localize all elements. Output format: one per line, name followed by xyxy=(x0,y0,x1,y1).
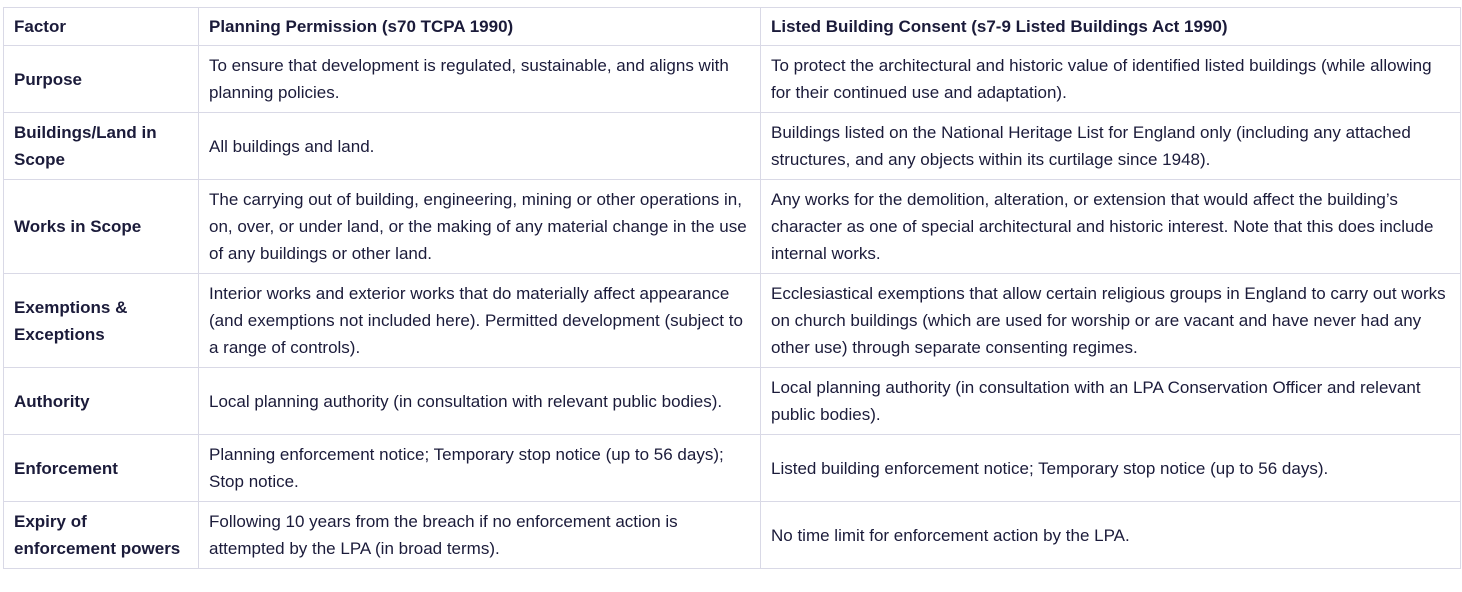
planning-permission-cell: Following 10 years from the breach if no enforcement action is attempted by the LPA (in broad terms). xyxy=(199,502,761,569)
listed-building-consent-cell: Any works for the demolition, alteration, or extension that would affect the building’s character as one of special architectural and historic interest. Note that this does include internal works. xyxy=(761,180,1461,274)
planning-permission-cell: Planning enforcement notice; Temporary stop notice (up to 56 days); Stop notice. xyxy=(199,435,761,502)
planning-permission-cell: Local planning authority (in consultation with relevant public bodies). xyxy=(199,368,761,435)
comparison-table-container xyxy=(3,7,1460,569)
row-factor-cell: Enforcement xyxy=(4,435,199,502)
header-planning-permission: Planning Permission (s70 TCPA 1990) xyxy=(199,8,761,46)
row-factor-cell: Buildings/Land in Scope xyxy=(4,113,199,180)
table-row xyxy=(4,180,1461,274)
table-row xyxy=(4,502,1461,569)
comparison-table xyxy=(3,7,1461,569)
planning-permission-cell: The carrying out of building, engineering, mining or other operations in, on, over, or under land, or the making of any material change in the use of any buildings or other land. xyxy=(199,180,761,274)
row-factor-cell: Authority xyxy=(4,368,199,435)
listed-building-consent-cell: Local planning authority (in consultation with an LPA Conservation Officer and relevant public bodies). xyxy=(761,368,1461,435)
listed-building-consent-cell: No time limit for enforcement action by the LPA. xyxy=(761,502,1461,569)
planning-permission-cell: Interior works and exterior works that do materially affect appearance (and exemptions not included here). Permitted development (subject to a range of controls). xyxy=(199,274,761,368)
listed-building-consent-cell: Ecclesiastical exemptions that allow certain religious groups in England to carry out works on church buildings (which are used for worship or are vacant and have never had any other use) through separate consenting regimes. xyxy=(761,274,1461,368)
table-row xyxy=(4,46,1461,113)
table-row xyxy=(4,113,1461,180)
row-factor-cell: Purpose xyxy=(4,46,199,113)
header-factor: Factor xyxy=(4,8,199,46)
listed-building-consent-cell: Buildings listed on the National Heritage List for England only (including any attached structures, and any objects within its curtilage since 1948). xyxy=(761,113,1461,180)
planning-permission-cell: All buildings and land. xyxy=(199,113,761,180)
planning-permission-cell: To ensure that development is regulated, sustainable, and aligns with planning policies. xyxy=(199,46,761,113)
table-header-row xyxy=(4,8,1461,46)
listed-building-consent-cell: Listed building enforcement notice; Temporary stop notice (up to 56 days). xyxy=(761,435,1461,502)
row-factor-cell: Works in Scope xyxy=(4,180,199,274)
table-row xyxy=(4,435,1461,502)
row-factor-cell: Expiry of enforcement powers xyxy=(4,502,199,569)
listed-building-consent-cell: To protect the architectural and historic value of identified listed buildings (while allowing for their continued use and adaptation). xyxy=(761,46,1461,113)
table-row xyxy=(4,274,1461,368)
row-factor-cell: Exemptions & Exceptions xyxy=(4,274,199,368)
table-row xyxy=(4,368,1461,435)
header-listed-building-consent: Listed Building Consent (s7-9 Listed Buildings Act 1990) xyxy=(761,8,1461,46)
